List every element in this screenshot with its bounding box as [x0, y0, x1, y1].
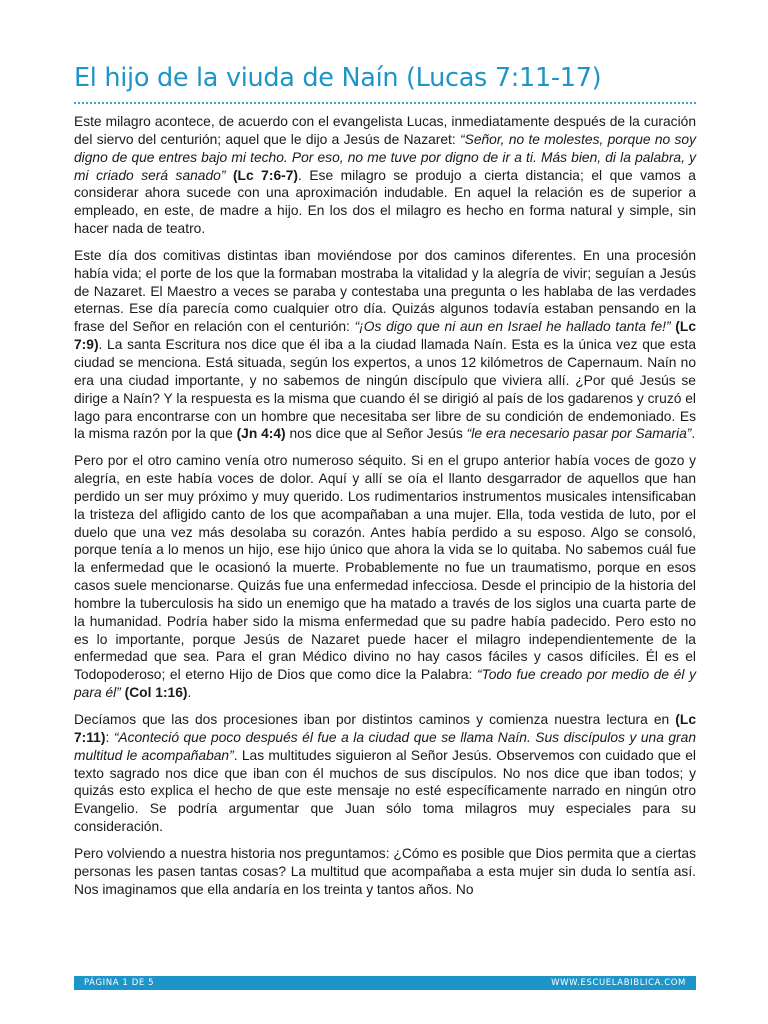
title-dotted-divider [74, 102, 696, 104]
text-run: Pero volviendo a nuestra historia nos preguntamos: ¿Cómo es posible que Dios permita que a ciertas personas les pasen tantas cosas? La multitud que acompañaba a esta mujer sin duda lo sentía así. Nos imaginamos que ella andaría en los treinta y tantos años. No [74, 845, 696, 897]
scripture-quote: “Todo fue creado por medio de él y para él” [74, 667, 696, 701]
text-run: nos dice que al Señor Jesús [285, 426, 467, 442]
text-run [225, 168, 233, 183]
text-run: . Ese milagro se produjo a cierta distancia; el que vamos a considerar ahora sucede con una aproximación indudable. En aquel la relación es de superior a empleado, en este, de madre a hijo. En los dos el milagro es hecho en forma natural y simple, sin hacer nada de teatro. [74, 167, 696, 237]
scripture-reference: (Col 1:16) [124, 685, 188, 701]
paragraph [74, 845, 696, 899]
paragraph [74, 452, 696, 702]
page-number: PÁGINA 1 DE 5 [84, 978, 155, 988]
paragraph [74, 247, 696, 443]
text-run: Pero por el otro camino venía otro numeroso séquito. Si en el grupo anterior había voces de gozo y alegría, en este había voces de dolor. Aquí y allí se oía el llanto desgarrador de aquellos que han perdido un ser muy próximo y muy querido. Los rudimentarios instrumentos musicales intensificaban la tristeza del afligido canto de los que acompañaban a una mujer. Ella, toda vestida de luto, por el duelo que una vez más desolaba su corazón. Antes había perdido a su esposo. Algo se consoló, porque tenía a lo menos un hijo, ese hijo único que ahora la vida se lo quitaba. No sabemos cuál fue la enfermedad que le ocasionó la muerte. Probablemente no fue un traumatismo, porque en esos casos suele mencionarse. Quizás fue una enfermedad infecciosa. Desde el principio de la historia del hombre la tuberculosis ha sido un enemigo que ha matado a través de los siglos una cuarta parte de la humanidad. Podría haber sido la misma enfermedad que su padre había padecido. Pero esto no es lo importante, porque Jesús de Nazaret puede hacer el milagro independientemente de la enfermedad que sea. Para el gran Médico divino no hay casos fáciles y casos difíciles. Él es el Todopoderoso; el eterno Hijo de Dios que como dice la Palabra: [74, 453, 696, 683]
paragraph [74, 711, 696, 836]
scripture-reference: (Lc 7:6-7) [232, 167, 298, 183]
scripture-reference: (Jn 4:4) [236, 426, 286, 442]
text-run: . Las multitudes siguieron al Señor Jesús. Observemos con cuidado que el texto sagrado nos dice que iban con él muchos de sus discípulos. No nos dice que iban todos; y quizás esto explica el hecho de que este mensaje no esté específicamente narrado en ningún otro Evangelio. Se podría argumentar que Juan sólo toma milagros muy especiales para su consideración. [74, 747, 696, 835]
document-page [74, 62, 696, 907]
scripture-reference: (Lc 7:9) [74, 319, 696, 353]
document-title: El hijo de la viuda de Naín (Lucas 7:11-17) [74, 63, 602, 93]
scripture-quote: “Aconteció que poco después él fue a la ciudad que se llama Naín. Sus discípulos y una gran multitud le acompañaban” [74, 729, 696, 763]
paragraph [74, 113, 696, 238]
website-link[interactable]: WWW.ESCUELABIBLICA.COM [551, 978, 686, 988]
scripture-reference: (Lc 7:11) [74, 712, 696, 745]
text-run: . La santa Escritura nos dice que él iba a la ciudad llamada Naín. Esta es la única vez que esta ciudad se menciona. Está situada, según los expertos, a unos 12 kilómetros de Capernaum. Naín no era una ciudad importante, y no sabemos de ningún discípulo que viviera allí. ¿Por qué Jesús se dirige a Naín? Y la respuesta es la misma que cuando él se dirigió al país de los gadarenos y cruzó el lago para encontrarse con un hombre que necesitaba ser libre de su condición de endemoniado. Es la misma razón por la que [74, 337, 696, 442]
text-run: . [187, 685, 192, 701]
text-run: Este milagro acontece, de acuerdo con el evangelista Lucas, inmediatamente después de la curación del siervo del centurión; aquel que le dijo a Jesús de Nazaret: [74, 114, 696, 147]
text-run: Este día dos comitivas distintas iban moviéndose por dos caminos diferentes. En una procesión había vida; el porte de los que la formaban mostraba la vitalidad y la alegría de vivir; seguían a Jesús de Nazaret. El Maestro a veces se paraba y contestaba una pregunta o les hablaba de las verdades eternas. Ese día parecía como cualquier otro día. Quizás algunos todavía estaban pensando en la frase del Señor en relación con el centurión: [74, 247, 696, 335]
scripture-quote: “Señor, no te molestes, porque no soy digno de que entres bajo mi techo. Por eso, no me tuve por digno de ir a ti. Más bien, di la palabra, y mi criado será sanado” [74, 131, 696, 183]
text-run: : [105, 729, 114, 745]
document-body [74, 113, 696, 898]
scripture-quote: “¡Os digo que ni aun en Israel he hallado tanta fe!” [354, 319, 671, 335]
page-footer [74, 976, 696, 990]
scripture-quote: “le era necesario pasar por Samaria” [466, 426, 692, 442]
text-run: . [691, 426, 696, 442]
text-run: Decíamos que las dos procesiones iban por distintos caminos y comienza nuestra lectura en [74, 712, 676, 727]
